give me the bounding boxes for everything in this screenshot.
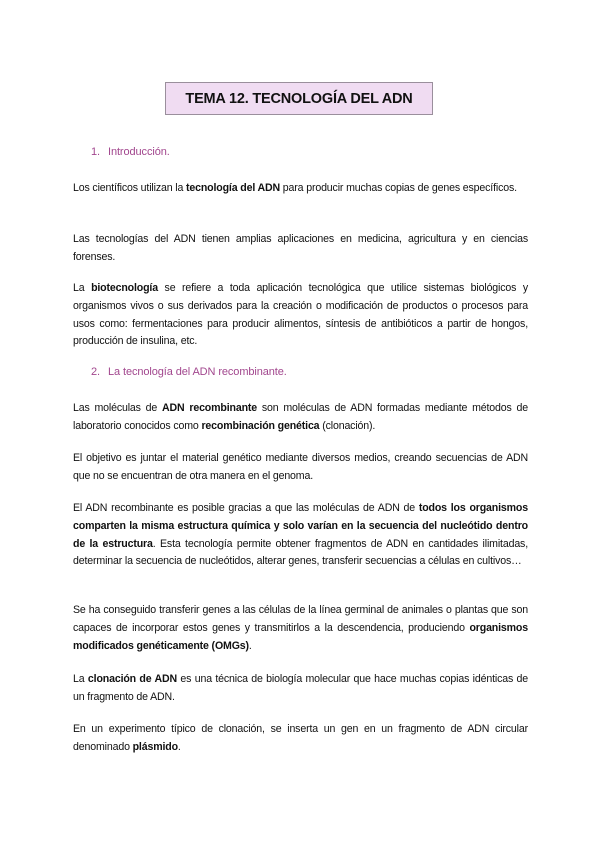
- bold-term: plásmido: [132, 740, 178, 753]
- bold-term: todos los organismos comparten la misma estructura química y solo varían en la secuencia del nucleótido dentro de la estructura: [73, 502, 528, 550]
- bold-term: recombinación genética: [201, 419, 320, 432]
- text-run: El objetivo es juntar el material genético mediante diversos medios, creando secuencias de ADN que no se encuentran de otra manera en el genoma.: [73, 452, 528, 482]
- paragraph-objetivo: [73, 450, 528, 486]
- paragraph-tecnologia-adn: [73, 180, 528, 198]
- paragraph-adn-recombinante: [73, 400, 528, 436]
- text-run: En un experimento típico de clonación, se inserta un gen en un fragmento de ADN circular denominado: [73, 723, 528, 753]
- section-heading-adn-recombinante: [91, 366, 287, 378]
- text-run: .: [177, 740, 181, 753]
- bold-term: ADN recombinante: [162, 402, 258, 414]
- text-run: .: [248, 639, 252, 652]
- paragraph-clonacion: [73, 671, 528, 707]
- page-title: TEMA 12. TECNOLOGÍA DEL ADN: [165, 82, 433, 115]
- text-run: son moléculas de ADN formadas mediante métodos de laboratorio conocidos como: [73, 402, 528, 432]
- bold-term: organismos modificados genéticamente (OMGs): [73, 621, 528, 652]
- paragraph-omgs: [73, 602, 528, 655]
- text-run: Los científicos utilizan la: [73, 182, 186, 194]
- paragraph-biotecnologia: [73, 280, 528, 351]
- paragraph-aplicaciones: [73, 231, 528, 267]
- section-title: Introducción.: [108, 146, 170, 158]
- section-heading-introduccion: [91, 146, 170, 158]
- text-run: Las moléculas de: [73, 402, 162, 414]
- section-number: 1.: [91, 146, 100, 158]
- text-run: (clonación).: [319, 419, 376, 432]
- paragraph-estructura-quimica: [73, 500, 528, 571]
- text-run: Las tecnologías del ADN tienen amplias aplicaciones en medicina, agricultura y en ciencias forenses.: [73, 233, 528, 263]
- text-run: La: [73, 673, 88, 685]
- paragraph-plasmido: [73, 721, 528, 757]
- bold-term: biotecnología: [91, 282, 158, 294]
- bold-term: clonación de ADN: [87, 673, 177, 685]
- text-run: para producir muchas copias de genes específicos.: [280, 182, 517, 194]
- text-run: Se ha conseguido transferir genes a las células de la línea germinal de animales o plantas que son capaces de incorporar estos genes y transmitirlos a la descendencia, produciendo: [73, 604, 528, 634]
- text-run: El ADN recombinante es posible gracias a que las moléculas de ADN de: [73, 502, 419, 514]
- section-number: 2.: [91, 366, 100, 378]
- text-run: es una técnica de biología molecular que hace muchas copias idénticas de un fragmento de ADN.: [73, 673, 528, 703]
- text-run: La: [73, 282, 92, 294]
- text-run: se refiere a toda aplicación tecnológica que utilice sistemas biológicos y organismos vivos o sus derivados para la creación o modificación de productos o procesos para usos como: fermentaciones para producir alimentos, síntesis de antibióticos a partir de hongos, producción de insulina, etc.: [73, 282, 529, 348]
- bold-term: tecnología del ADN: [185, 182, 281, 194]
- text-run: . Esta tecnología permite obtener fragmentos de ADN en cantidades ilimitadas, determinar la secuencia de nucleótidos, alterar genes, transferir secuencias a células en cultivos…: [73, 537, 528, 568]
- section-title: La tecnología del ADN recombinante.: [108, 366, 287, 378]
